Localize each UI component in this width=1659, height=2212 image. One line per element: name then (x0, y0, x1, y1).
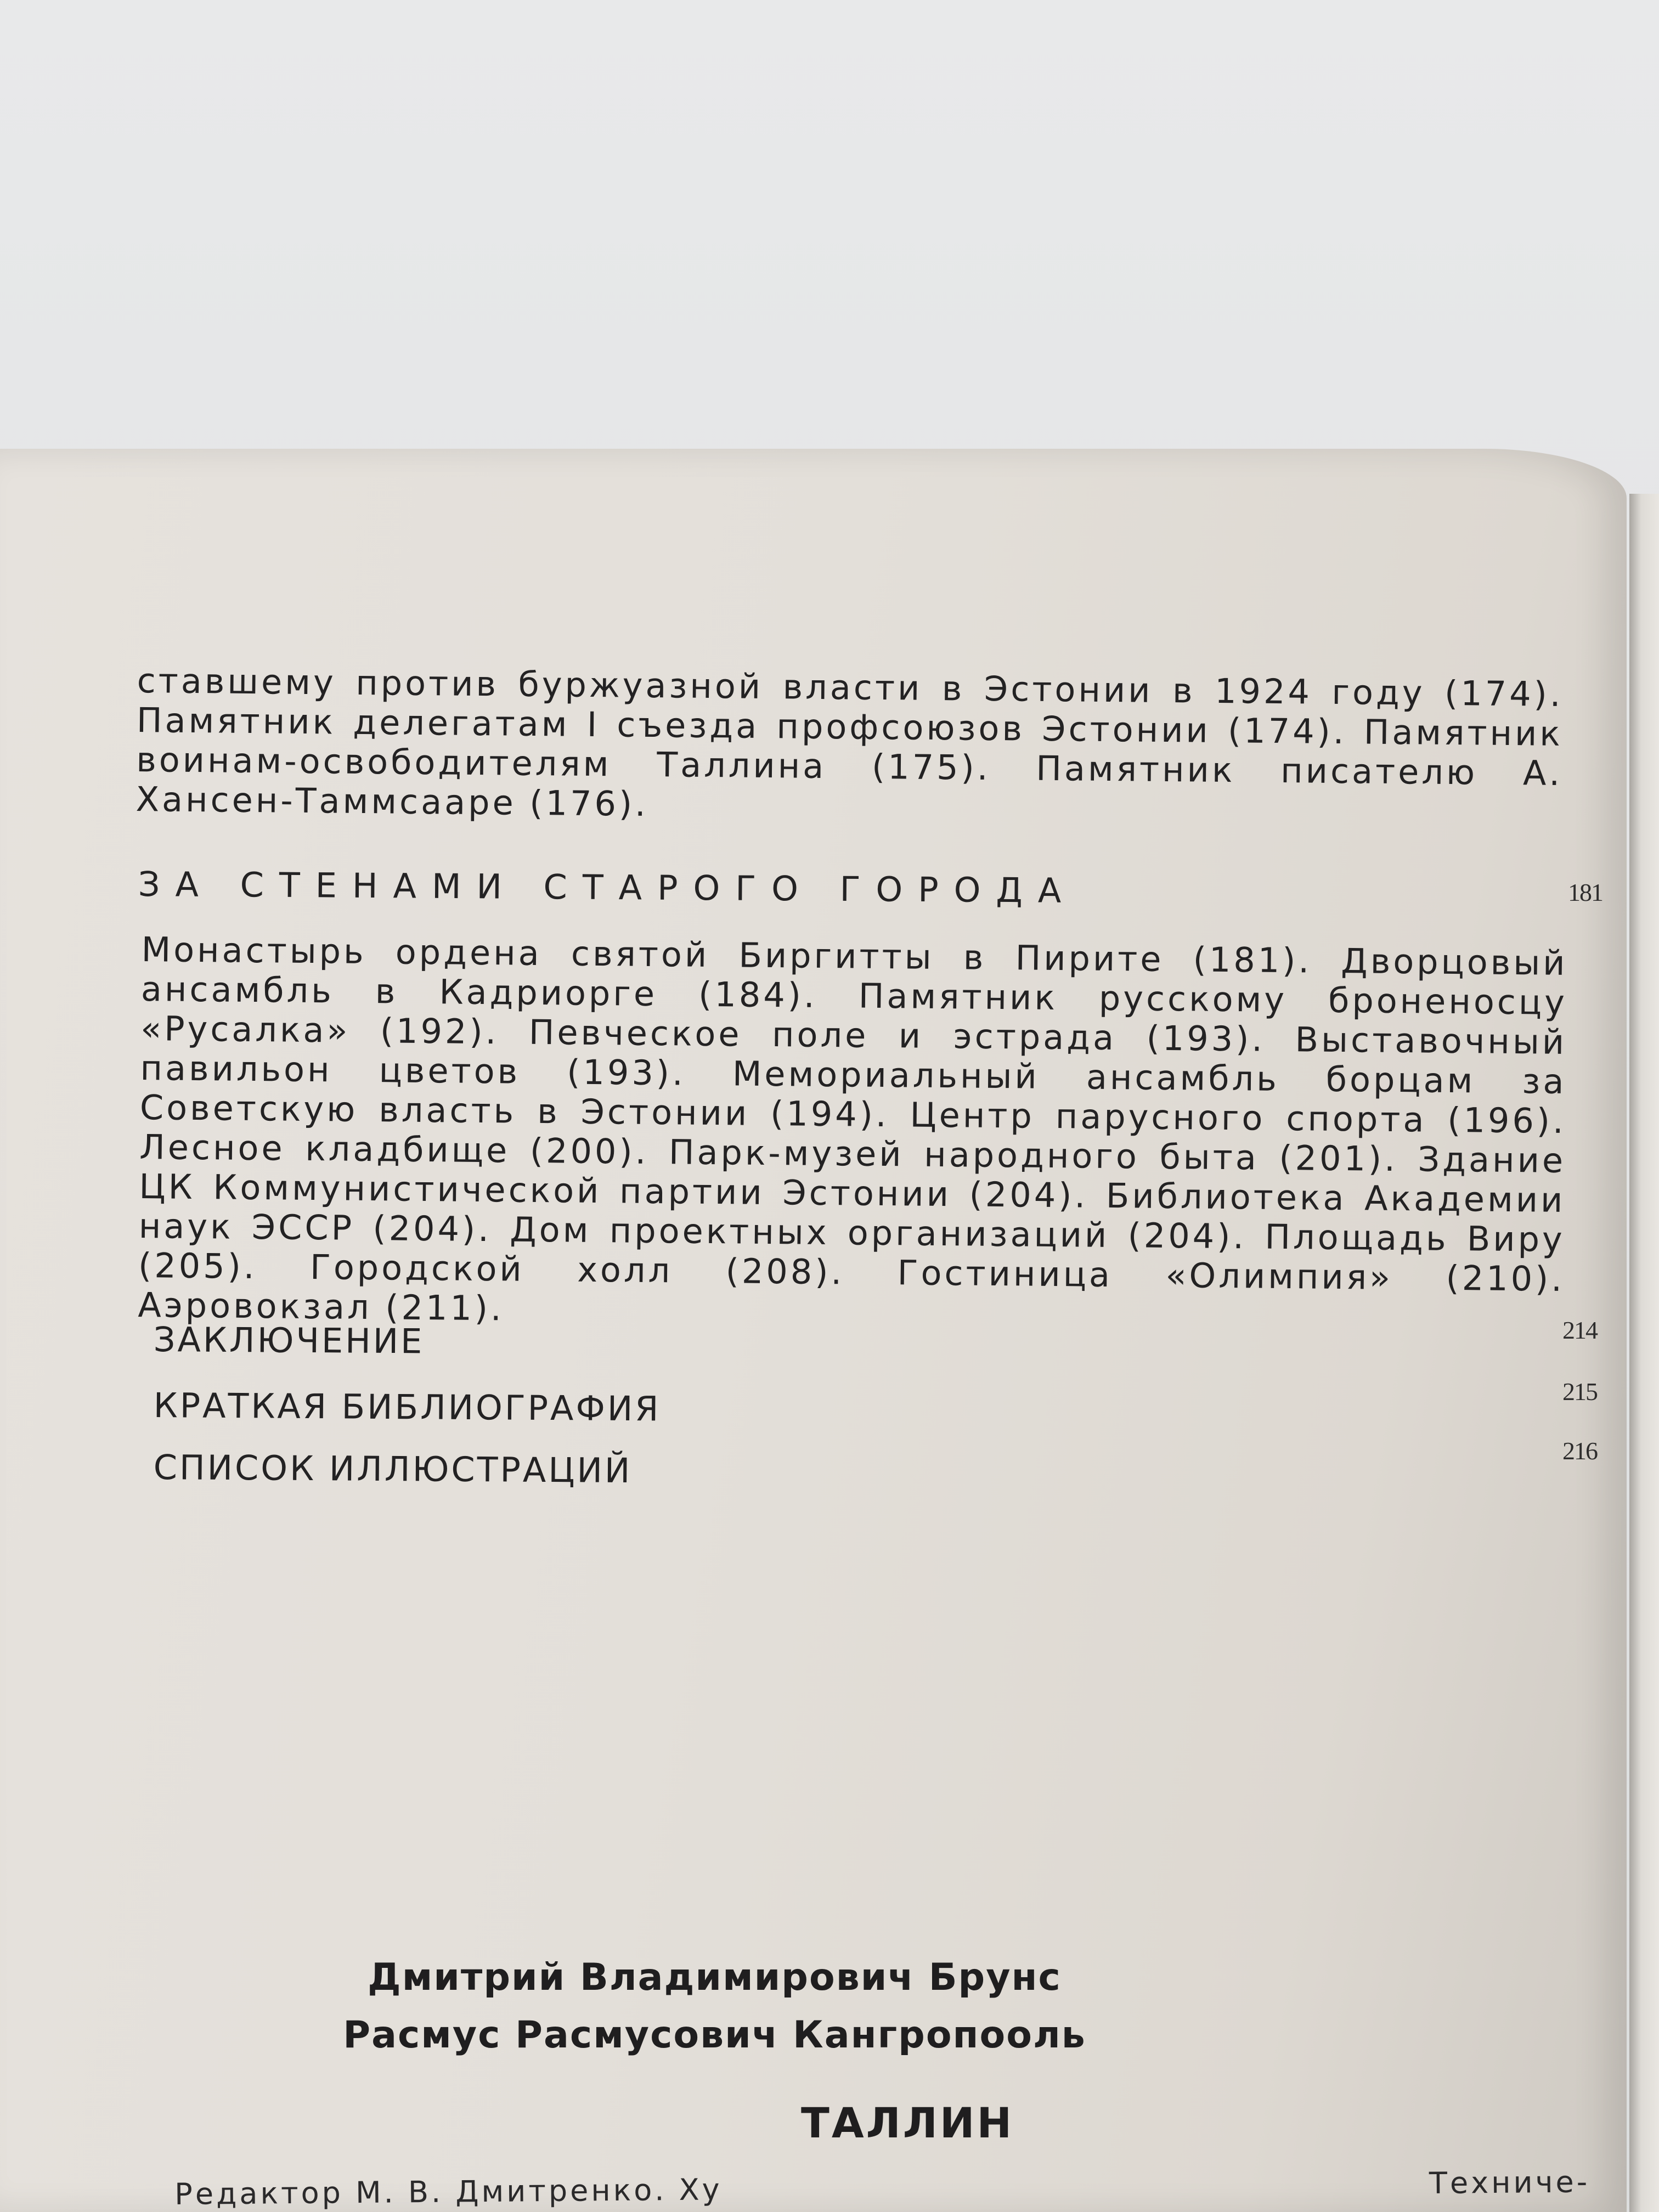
author-name-2: Расмус Расмусович Кангропооль (343, 2013, 1086, 2057)
book-title: ТАЛЛИН (801, 2098, 1014, 2147)
section-title: ЗА СТЕНАМИ СТАРОГО ГОРОДА (138, 864, 1077, 911)
author-name-1: Дмитрий Владимирович Брунс (368, 1956, 1062, 1999)
toc-entry-bibliography: КРАТКАЯ БИБЛИОГРАФИЯ (153, 1385, 661, 1429)
toc-entry-illustrations: СПИСОК ИЛЛЮСТРАЦИЙ (153, 1447, 633, 1491)
credits-text: Редактор М. В. Дмитренко. Ху (174, 2172, 723, 2211)
next-page-edge (1629, 494, 1659, 2212)
credits-tail: Техниче- (1429, 2164, 1590, 2201)
section-page-number: 181 (1568, 878, 1602, 906)
section-paragraph: Монастырь ордена святой Биргитты в Пирите (181). Дворцовый ансамбль в Кадриорге (184). Памятник русскому броненосцу «Русалка» (192). Певческое поле и эстрада (193). Выставочный павильон цветов (193). Мемориальный ансамбль борцам за Советскую власть в Эстонии (194). Центр парусного спорта (196). Лесное кладбище (200). Парк-музей народного быта (201). Здание ЦК Коммунистической партии Эстонии (204). Библиотека Академии наук ЭССР (204). Дом проектных организаций (204). Площадь Виру (205). Городской холл (208). Гостиница «Олимпия» (210). Аэровокзал (211). (138, 929, 1568, 1329)
toc-entry-conclusion: ЗАКЛЮЧЕНИЕ (153, 1319, 425, 1362)
toc-page-illustrations: 216 (1562, 1437, 1597, 1465)
toc-page-bibliography: 215 (1562, 1378, 1597, 1406)
toc-page-conclusion: 214 (1562, 1316, 1597, 1344)
intro-paragraph: ставшему против буржуазной власти в Эстонии в 1924 году (174). Памятник делегатам I съезда профсоюзов Эстонии (174). Памятник воинам-освободителям Таллина (175). Памятник писателю А. Хансен-Таммсааре (176). (136, 661, 1564, 824)
